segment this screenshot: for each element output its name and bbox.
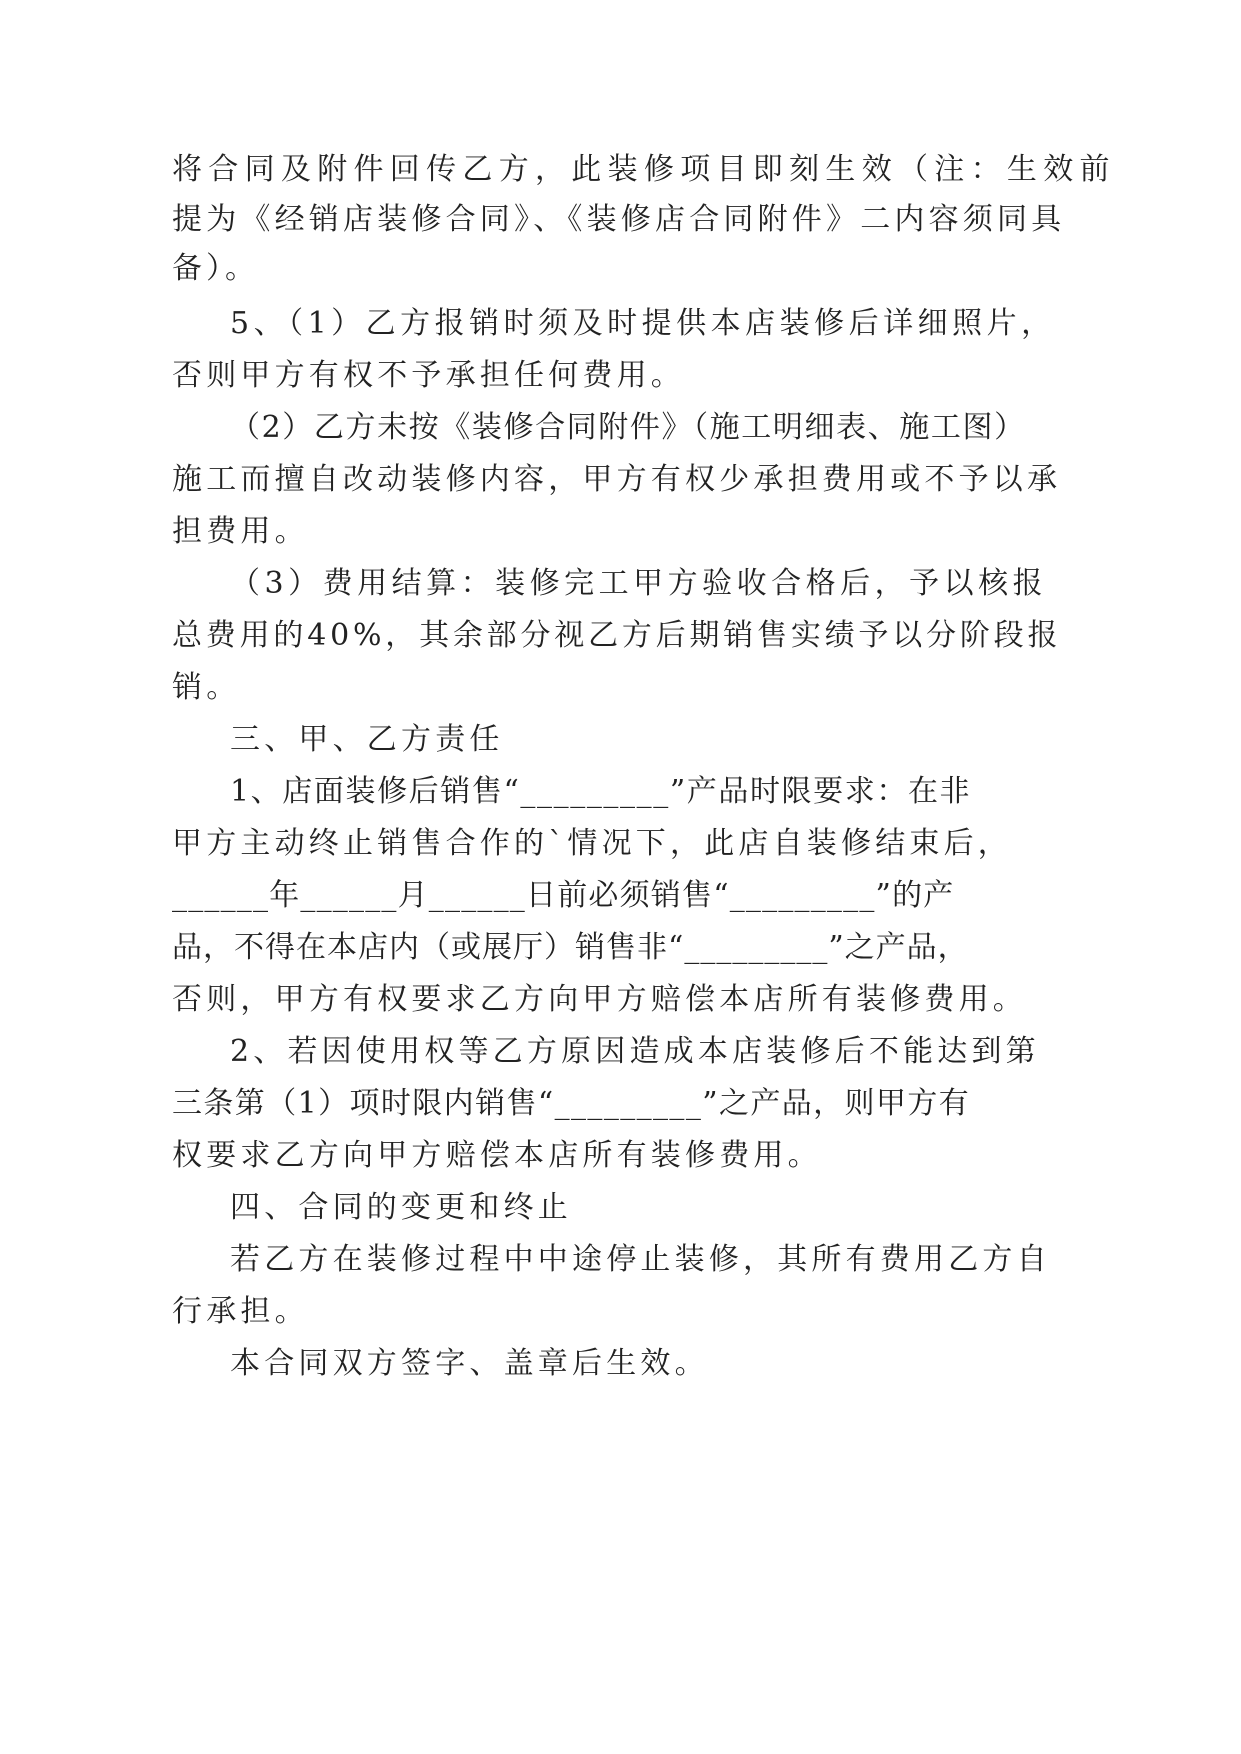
text-line: 本合同双方签字、盖章后生效。 bbox=[230, 1346, 709, 1381]
text-line: 提为《经销店装修合同》、《装修店合同附件》二内容须同具 bbox=[172, 202, 1066, 237]
text-line: 1、店面装修后销售“_________”产品时限要求：在非 bbox=[230, 774, 972, 809]
text-line: 三条第（1）项时限内销售“_________”之产品，则甲方有 bbox=[172, 1086, 971, 1121]
text-line: 权要求乙方向甲方赔偿本店所有装修费用。 bbox=[172, 1138, 822, 1173]
text-line: （2）乙方未按《装修合同附件》（施工明细表、施工图） bbox=[230, 410, 1026, 445]
text-line: 将合同及附件回传乙方，此装修项目即刻生效（注：生效前 bbox=[172, 152, 1116, 187]
text-line: 备）。 bbox=[172, 251, 259, 286]
text-line: 若乙方在装修过程中中途停止装修，其所有费用乙方自 bbox=[230, 1242, 1051, 1277]
text-line: 否则甲方有权不予承担任何费用。 bbox=[172, 358, 685, 393]
text-line: 甲方主动终止销售合作的`情况下，此店自装修结束后， bbox=[172, 826, 1012, 861]
text-line: ______年______月______日前必须销售“_________”的产 bbox=[172, 878, 955, 913]
text-line: 2、若因使用权等乙方原因造成本店装修后不能达到第 bbox=[230, 1034, 1040, 1069]
text-line: 施工而擅自改动装修内容，甲方有权少承担费用或不予以承 bbox=[172, 462, 1062, 497]
text-line: 5、（1）乙方报销时须及时提供本店装修后详细照片， bbox=[230, 306, 1056, 341]
text-line: （3）费用结算：装修完工甲方验收合格后，予以核报 bbox=[230, 566, 1048, 601]
text-line: 品，不得在本店内（或展厅）销售非“_________”之产品， bbox=[172, 930, 969, 965]
section-heading: 四、合同的变更和终止 bbox=[230, 1190, 572, 1225]
text-line: 否则，甲方有权要求乙方向甲方赔偿本店所有装修费用。 bbox=[172, 982, 1027, 1017]
text-line: 销。 bbox=[172, 670, 241, 705]
text-line: 行承担。 bbox=[172, 1294, 309, 1329]
text-line: 总费用的40%，其余部分视乙方后期销售实绩予以分阶段报 bbox=[172, 618, 1062, 653]
section-heading: 三、甲、乙方责任 bbox=[230, 722, 504, 757]
text-line: 担费用。 bbox=[172, 514, 309, 549]
